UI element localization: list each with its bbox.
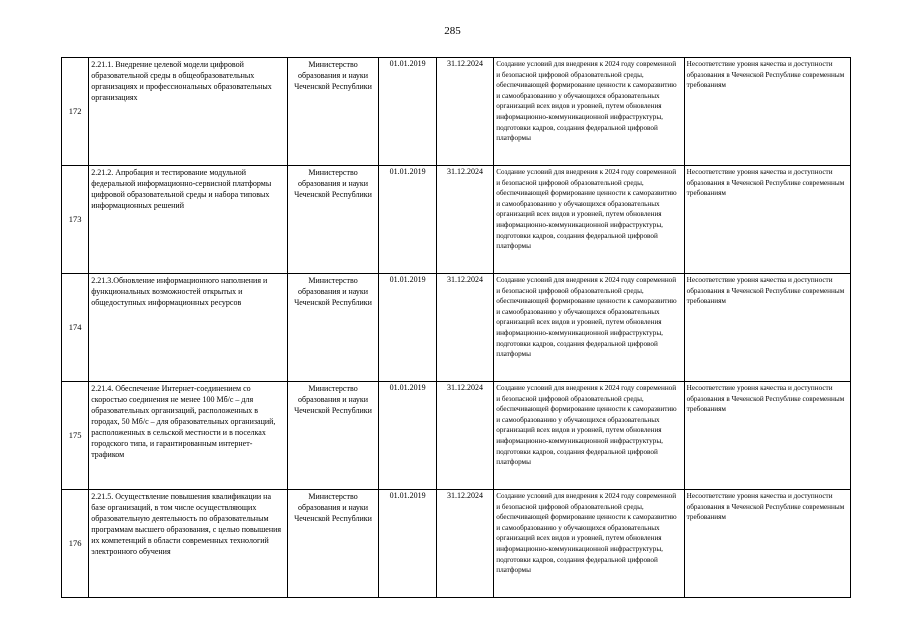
responsible-executor: Министерство образования и науки Чеченской Республики — [287, 166, 379, 274]
measure-name: 2.21.3.Обновление информационного наполнения и функциональных возможностей открытых и общедоступных информационных ресурсов — [89, 274, 288, 382]
start-date: 01.01.2019 — [379, 274, 436, 382]
expected-result: Создание условий для внедрения к 2024 году современной и безопасной цифровой образовательной среды, обеспечивающей формирование ценности к саморазвитию и самообразованию у обучающихся образовательных организаций всех видов и уровней, путем обновления информационно-коммуникационной инфраструктуры, подготовки кадров, создания федеральной цифровой платформы — [494, 382, 684, 490]
expected-result: Создание условий для внедрения к 2024 году современной и безопасной цифровой образовательной среды, обеспечивающей формирование ценности к саморазвитию и самообразованию у обучающихся образовательных организаций всех видов и уровней, путем обновления информационно-коммуникационной инфраструктуры, подготовки кадров, создания федеральной цифровой платформы — [494, 274, 684, 382]
row-number: 173 — [62, 166, 89, 274]
end-date: 31.12.2024 — [436, 58, 493, 166]
non-implementation-consequence: Несоответствие уровня качества и доступности образования в Чеченской Республике современным требованиям — [684, 166, 850, 274]
measures-table — [61, 57, 851, 598]
non-implementation-consequence: Несоответствие уровня качества и доступности образования в Чеченской Республике современным требованиям — [684, 58, 850, 166]
start-date: 01.01.2019 — [379, 490, 436, 598]
expected-result: Создание условий для внедрения к 2024 году современной и безопасной цифровой образовательной среды, обеспечивающей формирование ценности к саморазвитию и самообразованию у обучающихся образовательных организаций всех видов и уровней, путем обновления информационно-коммуникационной инфраструктуры, подготовки кадров, создания федеральной цифровой платформы — [494, 166, 684, 274]
non-implementation-consequence: Несоответствие уровня качества и доступности образования в Чеченской Республике современным требованиям — [684, 274, 850, 382]
row-number: 175 — [62, 382, 89, 490]
start-date: 01.01.2019 — [379, 166, 436, 274]
start-date: 01.01.2019 — [379, 58, 436, 166]
measure-name: 2.21.1. Внедрение целевой модели цифровой образовательной среды в общеобразовательных организациях и профессиональных образовательных организациях — [89, 58, 288, 166]
end-date: 31.12.2024 — [436, 382, 493, 490]
row-number: 172 — [62, 58, 89, 166]
expected-result: Создание условий для внедрения к 2024 году современной и безопасной цифровой образовательной среды, обеспечивающей формирование ценности к саморазвитию и самообразованию у обучающихся образовательных организаций всех видов и уровней, путем обновления информационно-коммуникационной инфраструктуры, подготовки кадров, создания федеральной цифровой платформы — [494, 490, 684, 598]
row-number: 176 — [62, 490, 89, 598]
table-row — [62, 490, 851, 598]
responsible-executor: Министерство образования и науки Чеченской Республики — [287, 382, 379, 490]
measure-name: 2.21.2. Апробация и тестирование модульной федеральной информационно-сервисной платформы цифровой образовательной среды и набора типовых информационных решений — [89, 166, 288, 274]
end-date: 31.12.2024 — [436, 490, 493, 598]
page-number: 285 — [444, 25, 461, 37]
responsible-executor: Министерство образования и науки Чеченской Республики — [287, 58, 379, 166]
table-row — [62, 274, 851, 382]
end-date: 31.12.2024 — [436, 166, 493, 274]
table-row — [62, 382, 851, 490]
measure-name: 2.21.5. Осуществление повышения квалификации на базе организаций, в том числе осуществляющих образовательную деятельность по образовательным программам высшего образования, с целью повышения их компетенций в области современных технологий электронного обучения — [89, 490, 288, 598]
non-implementation-consequence: Несоответствие уровня качества и доступности образования в Чеченской Республике современным требованиям — [684, 382, 850, 490]
row-number: 174 — [62, 274, 89, 382]
expected-result: Создание условий для внедрения к 2024 году современной и безопасной цифровой образовательной среды, обеспечивающей формирование ценности к саморазвитию и самообразованию у обучающихся образовательных организаций всех видов и уровней, путем обновления информационно-коммуникационной инфраструктуры, подготовки кадров, создания федеральной цифровой платформы — [494, 58, 684, 166]
responsible-executor: Министерство образования и науки Чеченской Республики — [287, 274, 379, 382]
table-row — [62, 166, 851, 274]
end-date: 31.12.2024 — [436, 274, 493, 382]
responsible-executor: Министерство образования и науки Чеченской Республики — [287, 490, 379, 598]
non-implementation-consequence: Несоответствие уровня качества и доступности образования в Чеченской Республике современным требованиям — [684, 490, 850, 598]
start-date: 01.01.2019 — [379, 382, 436, 490]
table-row — [62, 58, 851, 166]
measure-name: 2.21.4. Обеспечение Интернет-соединением со скоростью соединения не менее 100 Мб/c – для образовательных организаций, расположенных в городах, 50 Мб/c – для образовательных организаций, расположенных в сельской местности и в поселках городского типа, и гарантированным интернет-трафиком — [89, 382, 288, 490]
